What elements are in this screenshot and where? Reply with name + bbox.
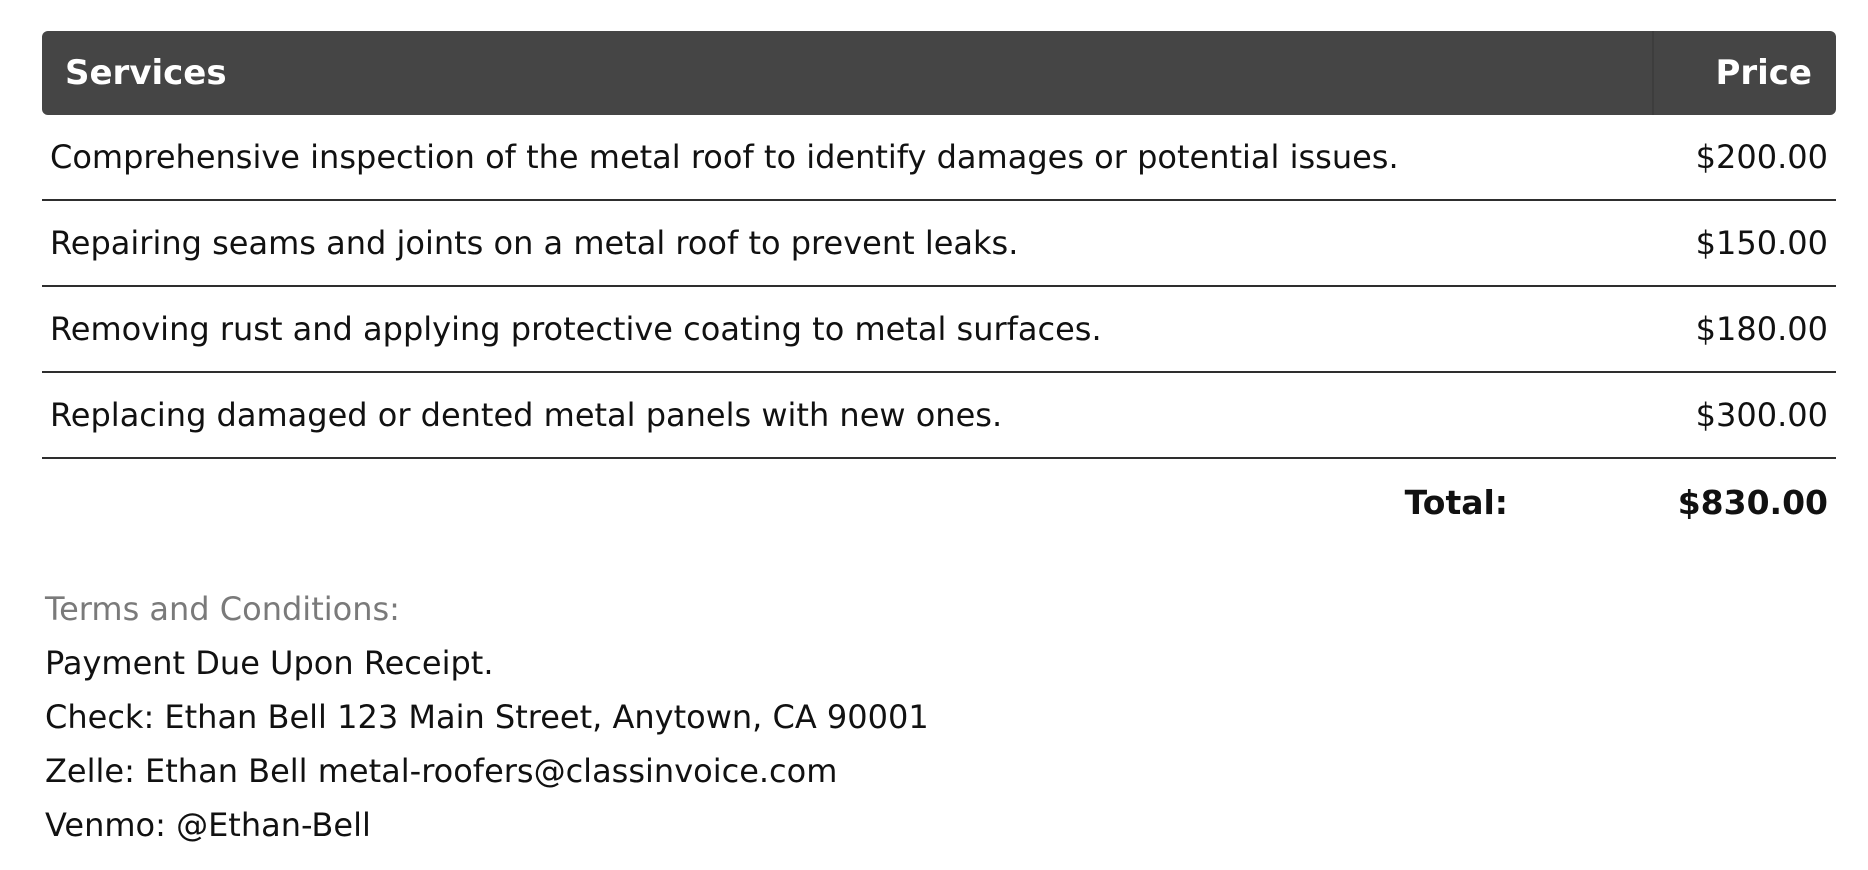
column-divider xyxy=(1652,31,1654,115)
service-description: Removing rust and applying protective coating to metal surfaces. xyxy=(50,310,1102,348)
service-price: $300.00 xyxy=(1695,396,1828,434)
table-row xyxy=(42,373,1836,459)
table-row xyxy=(42,115,1836,201)
terms-line-zelle: Zelle: Ethan Bell metal-roofers@classinvoice.com xyxy=(45,752,838,790)
table-header xyxy=(42,31,1836,115)
invoice-services-table xyxy=(42,31,1836,545)
table-row xyxy=(42,287,1836,373)
terms-title: Terms and Conditions: xyxy=(45,590,400,628)
service-description: Replacing damaged or dented metal panels with new ones. xyxy=(50,396,1003,434)
service-price: $200.00 xyxy=(1695,138,1828,176)
column-header-services: Services xyxy=(65,53,227,93)
total-label: Total: xyxy=(1404,482,1508,522)
service-description: Repairing seams and joints on a metal roof to prevent leaks. xyxy=(50,224,1019,262)
table-row xyxy=(42,201,1836,287)
terms-line-venmo: Venmo: @Ethan-Bell xyxy=(45,806,371,844)
terms-line-payment-due: Payment Due Upon Receipt. xyxy=(45,644,494,682)
service-description: Comprehensive inspection of the metal roof to identify damages or potential issues. xyxy=(50,138,1399,176)
terms-line-check: Check: Ethan Bell 123 Main Street, Anytown, CA 90001 xyxy=(45,698,929,736)
service-price: $180.00 xyxy=(1695,310,1828,348)
service-price: $150.00 xyxy=(1695,224,1828,262)
terms-and-conditions xyxy=(45,582,929,852)
column-header-price: Price xyxy=(1715,53,1812,93)
total-row xyxy=(42,459,1836,545)
total-value: $830.00 xyxy=(1677,482,1828,522)
